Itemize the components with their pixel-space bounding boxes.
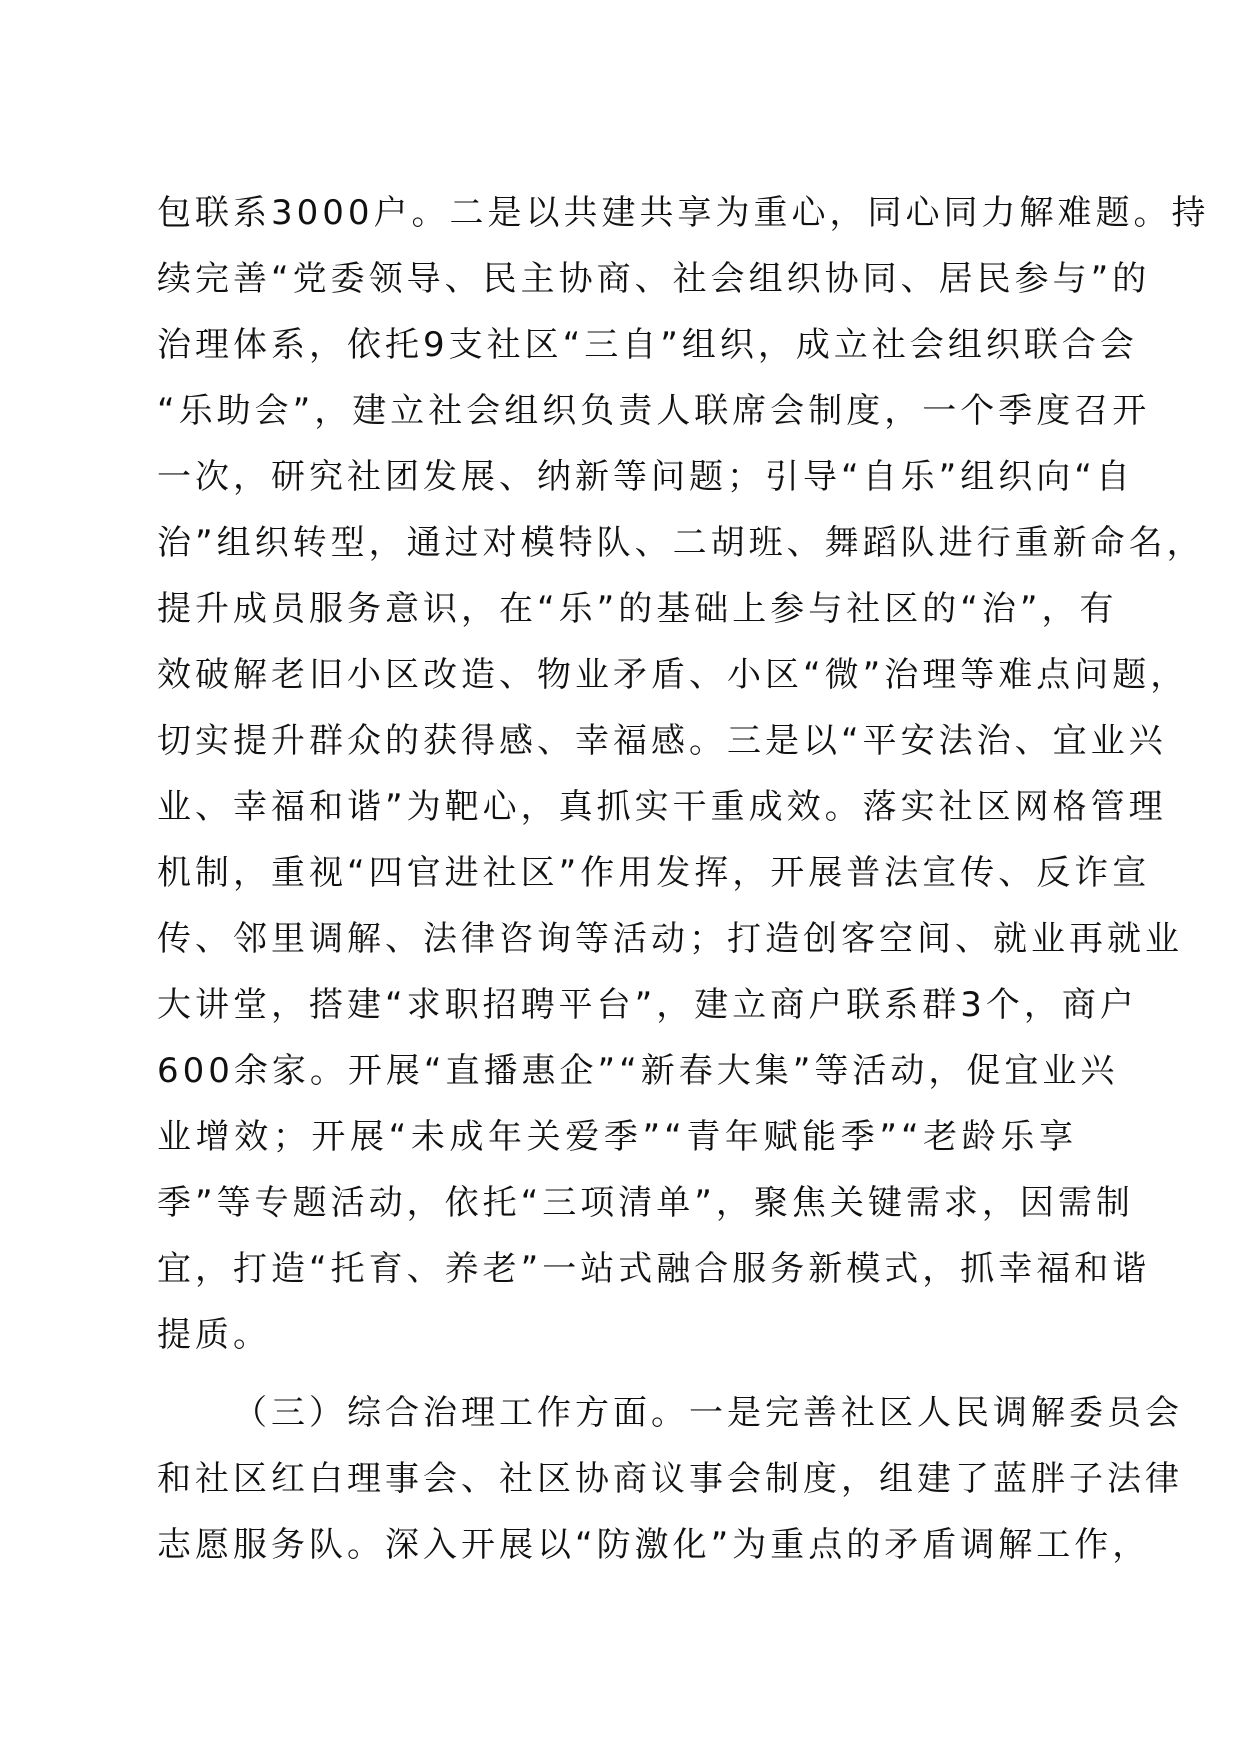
text-line: 治理体系，依托9支社区“三自”组织，成立社会组织联合会 [157, 325, 1138, 365]
text-line: 季”等专题活动，依托“三项清单”，聚焦关键需求，因需制 [157, 1183, 1134, 1223]
document-body [157, 180, 1210, 1578]
text-line: “乐助会”，建立社会组织负责人联席会制度，一个季度召开 [157, 391, 1151, 431]
text-line: 切实提升群众的获得感、幸福感。三是以“平安法治、宜业兴 [157, 721, 1167, 761]
paragraph-2 [157, 1380, 1183, 1578]
text-line: 续完善“党委领导、民主协商、社会组织协同、居民参与”的 [157, 259, 1151, 299]
text-line: 业、幸福和谐”为靶心，真抓实干重成效。落实社区网格管理 [157, 787, 1167, 827]
paragraph-gap [157, 1368, 1077, 1380]
text-line: 600余家。开展“直播惠企”“新春大集”等活动，促宜业兴 [157, 1051, 1119, 1091]
text-line: 传、邻里调解、法律咨询等活动；打造创客空间、就业再就业 [157, 919, 1183, 959]
text-line: 治”组织转型，通过对模特队、二胡班、舞蹈队进行重新命名， [157, 523, 1205, 563]
text-line: 一次，研究社团发展、纳新等问题；引导“自乐”组织向“自 [157, 457, 1134, 497]
text-line: （三）综合治理工作方面。一是完善社区人民调解委员会 [233, 1393, 1183, 1433]
text-line: 提质。 [157, 1315, 271, 1355]
text-line: 包联系3000户。二是以共建共享为重心，同心同力解难题。持 [157, 193, 1210, 233]
text-line: 志愿服务队。深入开展以“防激化”为重点的矛盾调解工作， [157, 1525, 1151, 1565]
text-line: 和社区红白理事会、社区协商议事会制度，组建了蓝胖子法律 [157, 1459, 1183, 1499]
text-line: 效破解老旧小区改造、物业矛盾、小区“微”治理等难点问题， [157, 655, 1189, 695]
text-line: 大讲堂，搭建“求职招聘平台”，建立商户联系群3个，商户 [157, 985, 1138, 1025]
paragraph-1 [157, 180, 1210, 1368]
text-line: 宜，打造“托育、养老”一站式融合服务新模式，抓幸福和谐 [157, 1249, 1151, 1289]
text-line: 业增效；开展“未成年关爱季”“青年赋能季”“老龄乐享 [157, 1117, 1077, 1157]
text-line: 提升成员服务意识，在“乐”的基础上参与社区的“治”，有 [157, 589, 1118, 629]
text-line: 机制，重视“四官进社区”作用发挥，开展普法宣传、反诈宣 [157, 853, 1151, 893]
